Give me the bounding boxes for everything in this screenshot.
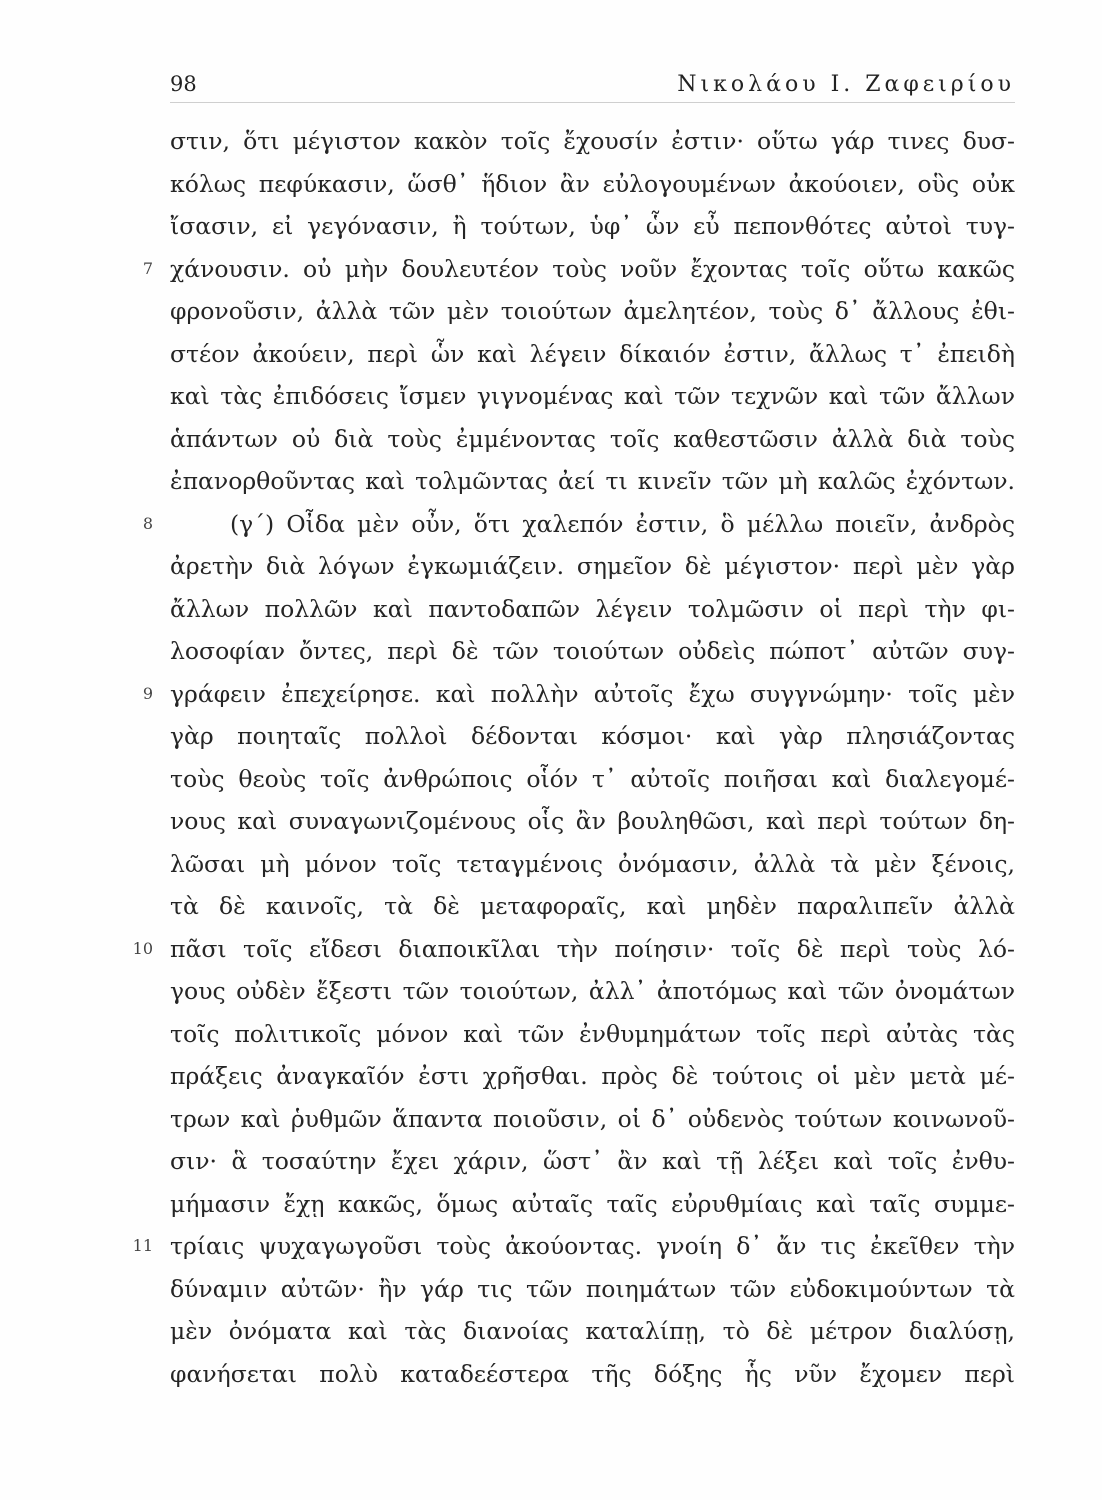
line-text: ἐπανορθοῦντας καὶ τολμῶντας ἀεί τι κινεῖν τῶν μὴ καλῶς ἐχόντων. [170, 467, 1015, 495]
text-line [170, 1098, 1015, 1141]
line-text: χάνουσιν. οὐ μὴν δουλευτέον τοὺς νοῦν ἔχοντας τοῖς οὕτω κακῶς [170, 254, 1015, 283]
text-line [170, 290, 1015, 333]
line-text: λοσοφίαν ὄντες, περὶ δὲ τῶν τοιούτων οὐδεὶς πώποτ᾽ αὐτῶν συγ- [170, 637, 1015, 665]
text-line [170, 375, 1015, 418]
line-text: φρονοῦσιν, ἀλλὰ τῶν μὲν τοιούτων ἀμελητέον, τοὺς δ᾽ ἄλλους ἐθι- [170, 297, 1015, 325]
text-line [170, 1183, 1015, 1226]
line-text: γὰρ ποιηταῖς πολλοὶ δέδονται κόσμοι· καὶ γὰρ πλησιάζοντας [170, 722, 1015, 750]
text-line [170, 1013, 1015, 1056]
text-line [170, 630, 1015, 673]
text-line [170, 333, 1015, 376]
header-rule [170, 102, 1015, 103]
text-line [170, 800, 1015, 843]
text-line [170, 163, 1015, 206]
line-text: τὰ δὲ καινοῖς, τὰ δὲ μεταφοραῖς, καὶ μηδὲν παραλιπεῖν ἀλλὰ [170, 892, 1015, 920]
margin-section-number: 8 [142, 513, 153, 533]
line-text: (γ΄) Οἶδα μὲν οὖν, ὅτι χαλεπόν ἐστιν, ὃ μέλλω ποιεῖν, ἀνδρὸς [230, 509, 1015, 538]
page-header [170, 72, 1015, 106]
text-line [170, 885, 1015, 928]
text-line [170, 1353, 1015, 1396]
text-line [170, 843, 1015, 886]
text-line [170, 1310, 1015, 1353]
text-body [132, 120, 1015, 1395]
margin-section-number: 11 [132, 1236, 153, 1255]
text-line [170, 1140, 1015, 1183]
line-text: τρων καὶ ῥυθμῶν ἅπαντα ποιοῦσιν, οἱ δ᾽ οὐδενὸς τούτων κοινωνοῦ- [170, 1104, 1015, 1133]
margin-section-number: 10 [132, 938, 153, 958]
text-line [170, 970, 1015, 1013]
line-text: ἴσασιν, εἰ γεγόνασιν, ἢ τούτων, ὑφ᾽ ὧν εὖ πεπονθότες αὐτοὶ τυγ- [170, 212, 1015, 240]
margin-section-number: 7 [142, 258, 153, 278]
line-text: λῶσαι μὴ μόνον τοῖς τεταγμένοις ὀνόμασιν, ἀλλὰ τὰ μὲν ξένοις, [170, 849, 1015, 878]
text-line [142, 673, 1015, 716]
line-text: στιν, ὅτι μέγιστον κακὸν τοῖς ἔχουσίν ἐστιν· οὕτω γάρ τινες δυσ- [170, 127, 1015, 155]
text-line [170, 588, 1015, 631]
line-text: τοῖς πολιτικοῖς μόνον καὶ τῶν ἐνθυμημάτων τοῖς περὶ αὐτὰς τὰς [170, 1019, 1015, 1048]
running-head: Νικολάου Ι. Ζαφειρίου [677, 72, 1015, 97]
text-line [132, 1225, 1015, 1268]
text-line [170, 460, 1015, 503]
text-line [170, 120, 1015, 163]
text-line [170, 418, 1015, 461]
line-text: πράξεις ἀναγκαῖόν ἐστι χρῆσθαι. πρὸς δὲ τούτοις οἱ μὲν μετὰ μέ- [170, 1062, 1015, 1090]
line-text: σιν· ἃ τοσαύτην ἔχει χάριν, ὥστ᾽ ἂν καὶ τῇ λέξει καὶ τοῖς ἐνθυ- [170, 1147, 1015, 1175]
text-line [170, 715, 1015, 758]
page-number: 98 [170, 72, 197, 96]
margin-section-number: 9 [142, 683, 153, 703]
text-line [132, 928, 1015, 971]
line-text: ἄλλων πολλῶν καὶ παντοδαπῶν λέγειν τολμῶσιν οἱ περὶ τὴν φι- [170, 594, 1015, 623]
line-text: ἁπάντων οὐ διὰ τοὺς ἐμμένοντας τοῖς καθεστῶσιν ἀλλὰ διὰ τοὺς [170, 424, 1015, 453]
line-text: τοὺς θεοὺς τοῖς ἀνθρώποις οἷόν τ᾽ αὐτοῖς ποιῆσαι καὶ διαλεγομέ- [170, 764, 1015, 793]
line-text: γους οὐδὲν ἔξεστι τῶν τοιούτων, ἀλλ᾽ ἀποτόμως καὶ τῶν ὀνομάτων [170, 977, 1015, 1005]
line-text: γράφειν ἐπεχείρησε. καὶ πολλὴν αὐτοῖς ἔχω συγγνώμην· τοῖς μὲν [170, 679, 1015, 708]
line-text: στέον ἀκούειν, περὶ ὧν καὶ λέγειν δίκαιόν ἐστιν, ἄλλως τ᾽ ἐπειδὴ [170, 339, 1015, 368]
text-line [170, 205, 1015, 248]
line-text: νους καὶ συναγωνιζομένους οἷς ἂν βουληθῶσι, καὶ περὶ τούτων δη- [170, 807, 1015, 835]
line-text: μήμασιν ἔχῃ κακῶς, ὅμως αὐταῖς ταῖς εὐρυθμίαις καὶ ταῖς συμμε- [170, 1189, 1015, 1218]
line-text: πᾶσι τοῖς εἴδεσι διαποικῖλαι τὴν ποίησιν· τοῖς δὲ περὶ τοὺς λό- [170, 934, 1015, 963]
line-text: κόλως πεφύκασιν, ὥσθ᾽ ἥδιον ἂν εὐλογουμένων ἀκούοιεν, οὓς οὐκ [170, 169, 1015, 198]
text-line [170, 1055, 1015, 1098]
text-line [170, 1268, 1015, 1311]
line-text: μὲν ὀνόματα καὶ τὰς διανοίας καταλίπῃ, τὸ δὲ μέτρον διαλύσῃ, [170, 1317, 1015, 1345]
text-line [142, 248, 1015, 291]
line-text: φανήσεται πολὺ καταδεέστερα τῆς δόξης ἧς νῦν ἔχομεν περὶ [170, 1359, 1015, 1388]
text-line [142, 503, 1015, 546]
text-line [170, 758, 1015, 801]
line-text: καὶ τὰς ἐπιδόσεις ἴσμεν γιγνομένας καὶ τῶν τεχνῶν καὶ τῶν ἄλλων [170, 382, 1015, 410]
line-text: ἀρετὴν διὰ λόγων ἐγκωμιάζειν. σημεῖον δὲ μέγιστον· περὶ μὲν γὰρ [170, 552, 1015, 580]
line-text: δύναμιν αὐτῶν· ἢν γάρ τις τῶν ποιημάτων τῶν εὐδοκιμούντων τὰ [170, 1274, 1015, 1303]
line-text: τρίαις ψυχαγωγοῦσι τοὺς ἀκούοντας. γνοίη δ᾽ ἄν τις ἐκεῖθεν τὴν [170, 1232, 1015, 1260]
text-line [170, 545, 1015, 588]
